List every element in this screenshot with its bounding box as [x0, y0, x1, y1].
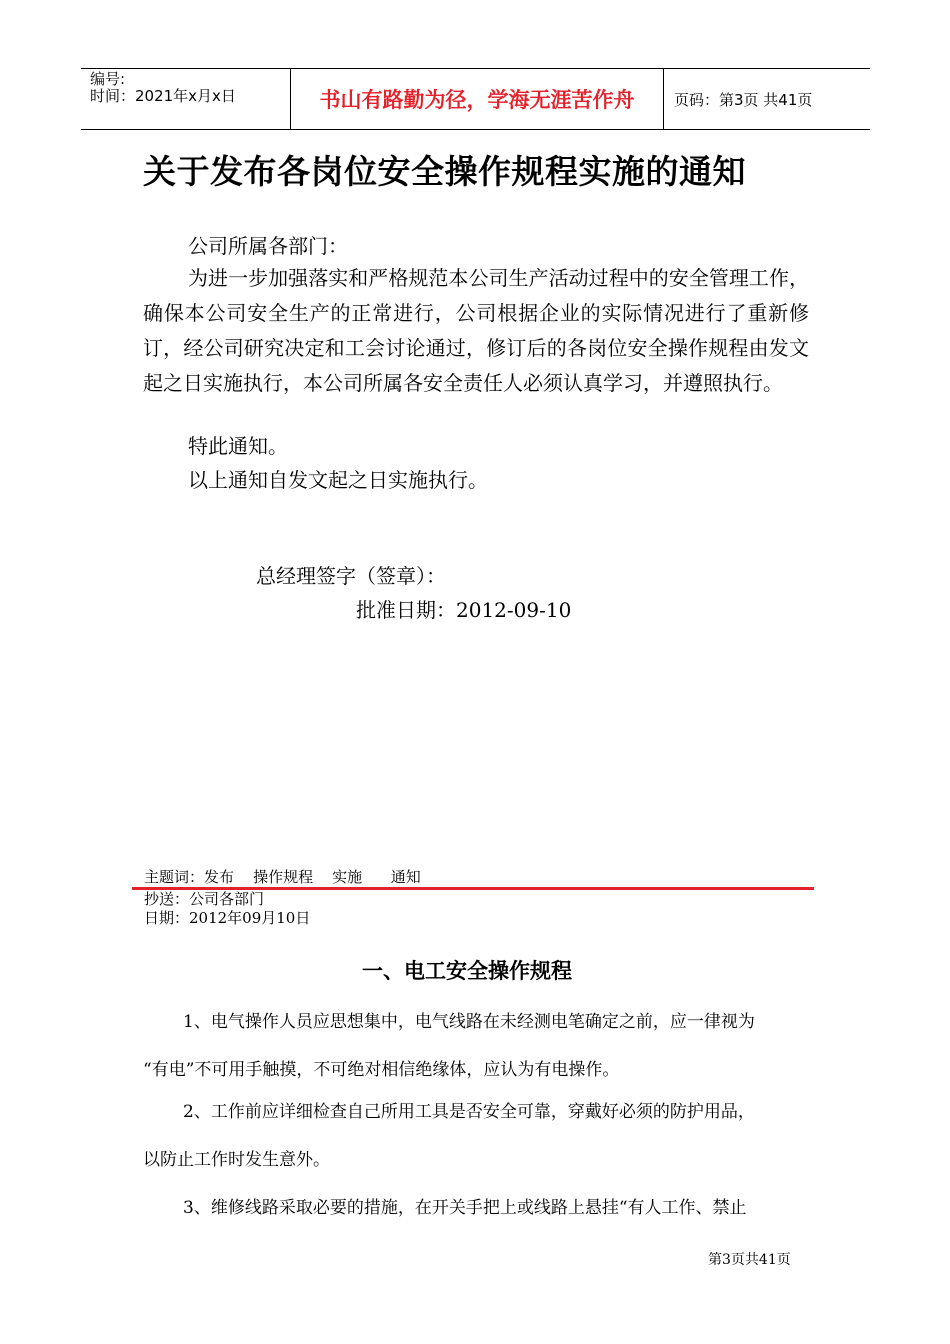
- document-title: 关于发布各岗位安全操作规程实施的通知: [143, 152, 746, 191]
- rule-1-line-2: “有电”不可用手触摸，不可绝对相信绝缘体，应认为有电操作。: [143, 1060, 620, 1080]
- header-info-cell: [81, 69, 290, 129]
- time-label: 时间：2021年x月x日: [90, 87, 236, 105]
- rule-paragraph-3: [143, 1184, 809, 1232]
- rule-paragraph-1: [143, 998, 809, 1094]
- approval-date: 批准日期：2012-09-10: [356, 598, 572, 622]
- section-title: 一、电工安全操作规程: [362, 959, 572, 983]
- rule-2-line-2: 以防止工作时发生意外。: [143, 1150, 330, 1170]
- notice-effective: 以上通知自发文起之日实施执行。: [188, 468, 488, 492]
- page-info: 页码：第3页 共41页: [674, 90, 813, 109]
- motto: 书山有路勤为径，学海无涯苦作舟: [290, 69, 664, 129]
- subject-keywords: 主题词：发布 操作规程 实施 通知: [144, 868, 421, 886]
- rule-3-line-1: 3、维修线路采取必要的措施，在开关手把上或线路上悬挂“有人工作、禁止: [183, 1198, 747, 1218]
- cc-line: 抄送：公司各部门: [144, 890, 265, 908]
- notice-body: 为进一步加强落实和严格规范本公司生产活动过程中的安全管理工作，确保本公司安全生产的正常进行，公司根据企业的实际情况进行了重新修订，经公司研究决定和工会讨论通过，修订后的各岗位安全操作规程由发文起之日实施执行，本公司所属各安全责任人必须认真学习，并遵照执行。: [143, 266, 809, 395]
- rule-paragraph-2: [143, 1088, 809, 1184]
- notice-closing: 特此通知。: [188, 434, 288, 458]
- meta-date: 日期：2012年09月10日: [144, 909, 311, 927]
- number-label: 编号:: [90, 70, 126, 88]
- greeting: 公司所属各部门：: [188, 234, 348, 258]
- rule-1-line-1: 1、电气操作人员应思想集中，电气线路在未经测电笔确定之前，应一律视为: [183, 1012, 755, 1032]
- header-table: [81, 68, 870, 130]
- rule-2-line-1: 2、工作前应详细检查自己所用工具是否安全可靠，穿戴好必须的防护用品，: [183, 1102, 755, 1122]
- page-footer: 第3页共41页: [708, 1252, 791, 1268]
- signature-line: 总经理签字（签章）：: [256, 564, 446, 588]
